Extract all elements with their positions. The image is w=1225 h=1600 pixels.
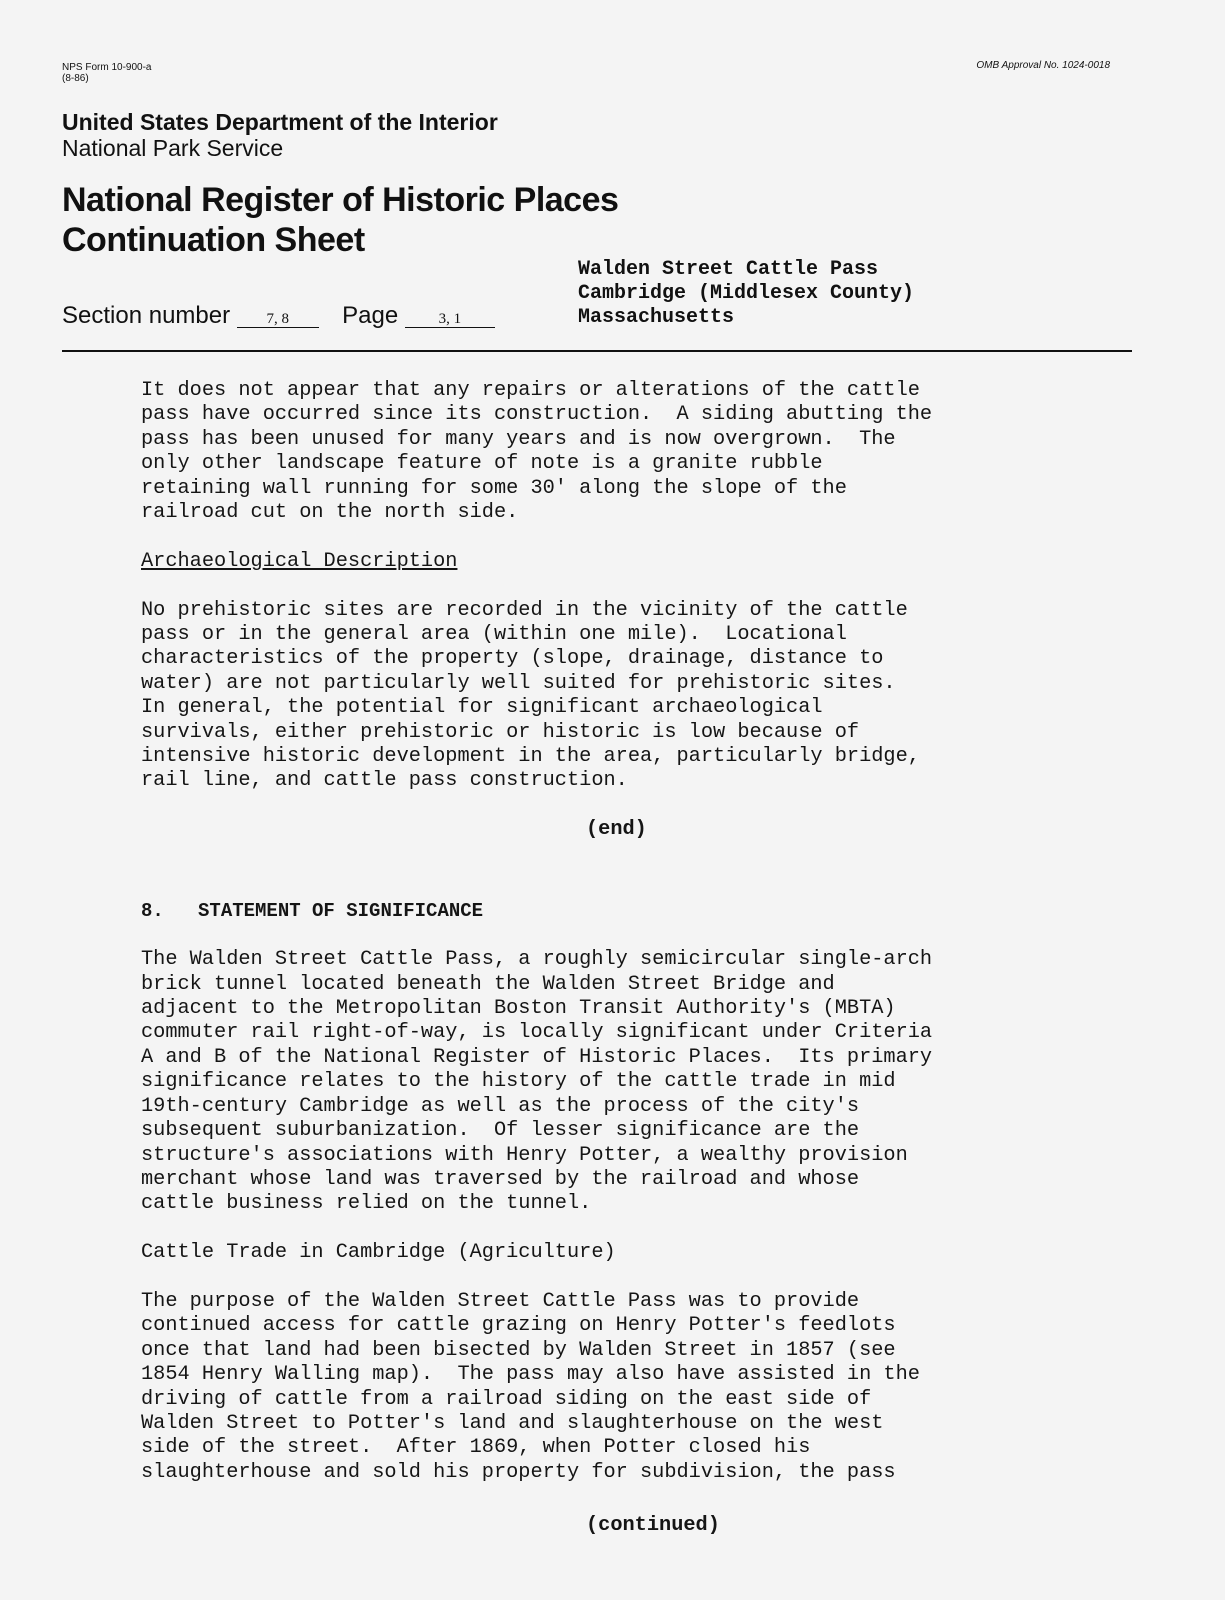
text-line: adjacent to the Metropolitan Boston Transit Authority's (MBTA) (141, 997, 896, 1021)
form-number: NPS Form 10-900-a (62, 62, 152, 73)
section-label: Section number (62, 302, 231, 329)
form-identifier (62, 62, 151, 84)
section-page-line (62, 302, 495, 330)
text-line: continued access for cattle grazing on Henry Potter's feedlots (141, 1314, 896, 1338)
property-block (578, 258, 914, 330)
text-line: merchant whose land was traversed by the railroad and whose (141, 1167, 860, 1191)
archaeological-heading: Archaeological Description (141, 549, 458, 573)
text-line: pass or in the general area (within one mile). Locational (141, 623, 847, 647)
text-line: A and B of the National Register of Historic Places. Its primary (141, 1045, 933, 1069)
text-line: Walden Street to Potter's land and slaughterhouse on the west (141, 1411, 884, 1435)
text-line: commuter rail right-of-way, is locally significant under Criteria (141, 1021, 933, 1045)
text-line: subsequent suburbanization. Of lesser significance are the (141, 1119, 860, 1143)
text-line: significance relates to the history of the cattle trade in mid (141, 1070, 896, 1094)
text-line: pass have occurred since its construction. A siding abutting the (141, 403, 933, 427)
text-line: The purpose of the Walden Street Cattle Pass was to provide (141, 1289, 860, 1313)
text-line: driving of cattle from a railroad siding on the east side of (141, 1387, 872, 1411)
text-line: 19th-century Cambridge as well as the process of the city's (141, 1094, 860, 1118)
text-line: slaughterhouse and sold his property for subdivision, the pass (141, 1460, 896, 1484)
text-line: It does not appear that any repairs or alterations of the cattle (141, 379, 920, 402)
text-line: No prehistoric sites are recorded in the vicinity of the cattle (141, 598, 908, 622)
property-name: Walden Street Cattle Pass (578, 258, 879, 281)
sheet-subtitle: Continuation Sheet (62, 221, 365, 259)
end-marker: (end) (586, 818, 647, 842)
text-line: The Walden Street Cattle Pass, a roughly semicircular single-arch (141, 948, 933, 972)
omb-approval: OMB Approval No. 1024-0018 (976, 60, 1110, 71)
agency-name: National Park Service (62, 135, 284, 161)
text-line: survivals, either prehistoric or historic is low because of (141, 720, 860, 744)
property-state: Massachusetts (578, 306, 735, 329)
text-line: once that land had been bisected by Walden Street in 1857 (see (141, 1338, 896, 1362)
paragraph-site-conditions (141, 379, 1141, 525)
text-line: In general, the potential for significant archaeological (141, 696, 823, 720)
department-name: United States Department of the Interior (62, 109, 498, 135)
text-line: structure's associations with Henry Potter, a wealthy provision (141, 1143, 908, 1167)
text-line: cattle business relied on the tunnel. (141, 1192, 592, 1216)
section-number-value: 7, 8 (237, 311, 319, 328)
document-body (141, 379, 1141, 1538)
text-line: side of the street. After 1869, when Potter closed his (141, 1436, 811, 1460)
text-line: water) are not particularly well suited for prehistoric sites. (141, 671, 896, 695)
text-line: 1854 Henry Walling map). The pass may also have assisted in the (141, 1363, 920, 1387)
text-line: intensive historic development in the area, particularly bridge, (141, 745, 920, 769)
section-8-heading: 8. STATEMENT OF SIGNIFICANCE (141, 900, 484, 923)
text-line: railroad cut on the north side. (141, 501, 519, 525)
text-line: only other landscape feature of note is a granite rubble (141, 452, 823, 476)
text-line: retaining wall running for some 30' along the slope of the (141, 476, 847, 500)
paragraph-significance (141, 948, 1141, 1216)
page-label: Page (342, 302, 399, 329)
cattle-trade-subheading: Cattle Trade in Cambridge (Agriculture) (141, 1241, 616, 1265)
form-date: (8-86) (62, 73, 89, 84)
text-line: rail line, and cattle pass construction. (141, 769, 628, 793)
text-line: brick tunnel located beneath the Walden Street Bridge and (141, 972, 835, 996)
property-location: Cambridge (Middlesex County) (578, 282, 915, 305)
paragraph-cattle-trade (141, 1290, 1141, 1485)
header-divider (62, 350, 1132, 352)
continued-marker: (continued) (586, 1513, 720, 1537)
page-number-value: 3, 1 (405, 311, 495, 328)
text-line: pass has been unused for many years and is now overgrown. The (141, 427, 896, 451)
text-line: characteristics of the property (slope, drainage, distance to (141, 647, 884, 671)
paragraph-archaeology (141, 599, 1141, 794)
register-title: National Register of Historic Places (62, 181, 619, 219)
